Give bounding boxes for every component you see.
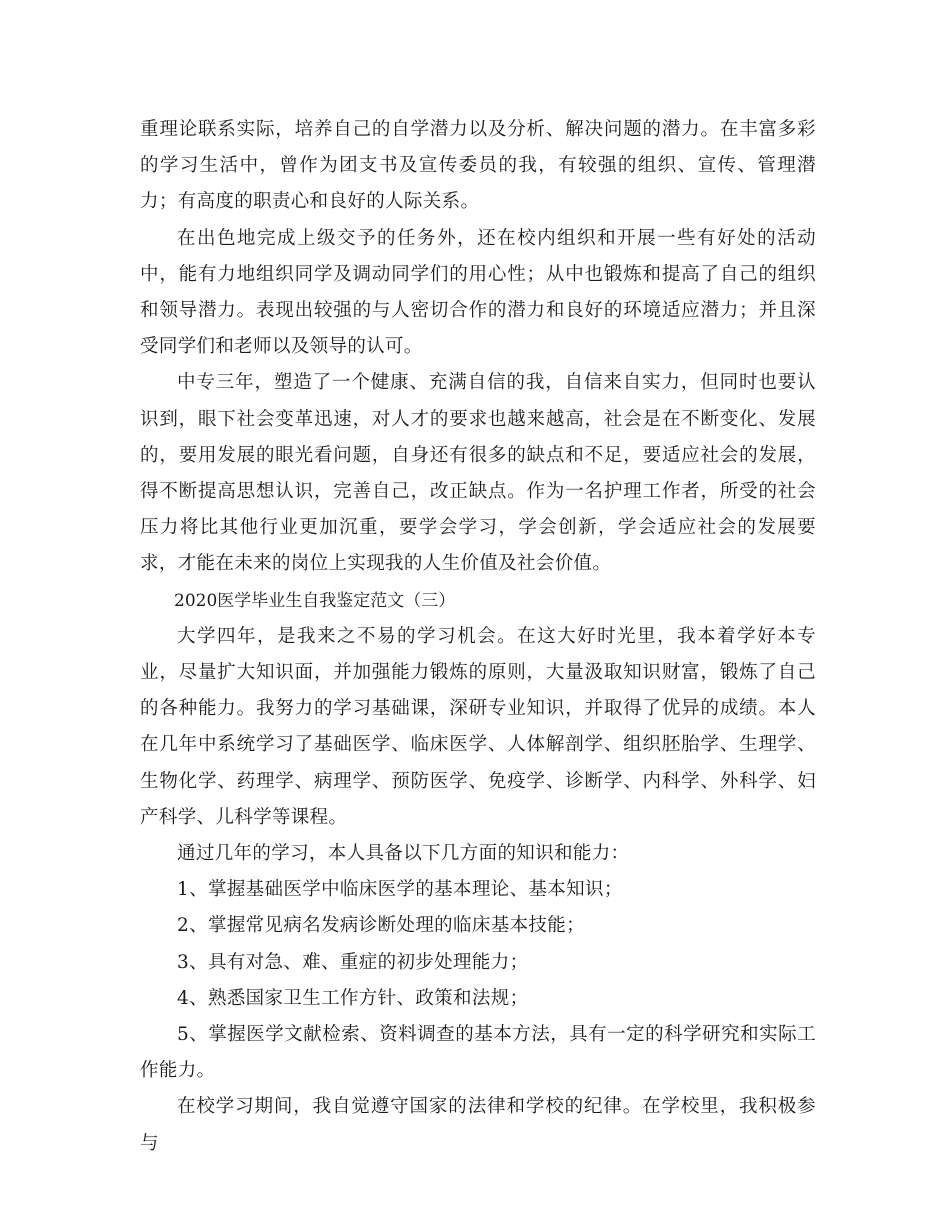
list-item: 3、具有对急、难、重症的初步处理能力； xyxy=(177,951,529,973)
paragraph-closing: 在校学习期间，我自觉遵守国家的法律和学校的纪律。在学校里，我积极参与 xyxy=(140,1096,816,1154)
paragraph-activities: 在出色地完成上级交予的任务外，还在校内组织和开展一些有好处的活动中，能有力地组织同学及调动同学们的用心性；从中也锻炼和提高了自己的组织和领导潜力。表现出较强的与人密切合作的潜力和良好的环境适应潜力；并且深受同学们和老师以及领导的认可。 xyxy=(140,227,816,358)
section-heading: 2020医学毕业生自我鉴定范文（三） xyxy=(174,590,456,611)
document-body xyxy=(140,112,816,1162)
paragraph-continuation: 重理论联系实际，培养自己的自学潜力以及分析、解决问题的潜力。在丰富多彩的学习生活中，曾作为团支书及宣传委员的我，有较强的组织、宣传、管理潜力；有高度的职责心和良好的人际关系。 xyxy=(140,119,816,213)
list-item: 1、掌握基础医学中临床医学的基本理论、基本知识； xyxy=(177,879,623,901)
list-item: 2、掌握常见病名发病诊断处理的临床基本技能； xyxy=(177,915,585,937)
paragraph-three-years: 中专三年，塑造了一个健康、充满自信的我，自信来自实力，但同时也要认识到，眼下社会变革迅速，对人才的要求也越来越高，社会是在不断变化、发展的，要用发展的眼光看问题，自身还有很多的缺点和不足，要适应社会的发展，得不断提高思想认识，完善自己，改正缺点。作为一名护理工作者，所受的社会压力将比其他行业更加沉重，要学会学习，学会创新，学会适应社会的发展要求，才能在未来的岗位上实现我的人生价值及社会价值。 xyxy=(140,372,816,575)
list-item: 4、熟悉国家卫生工作方针、政策和法规； xyxy=(177,987,529,1009)
paragraph-university: 大学四年，是我来之不易的学习机会。在这大好时光里，我本着学好本专业，尽量扩大知识面，并加强能力锻炼的原则，大量汲取知识财富，锻炼了自己的各种能力。我努力的学习基础课，深研专业知识，并取得了优异的成绩。本人在几年中系统学习了基础医学、临床医学、人体解剖学、组织胚胎学、生理学、生物化学、药理学、病理学、预防医学、免疫学、诊断学、内科学、外科学、妇产科学、儿科学等课程。 xyxy=(140,625,816,828)
paragraph-abilities-intro: 通过几年的学习，本人具备以下几方面的知识和能力： xyxy=(177,843,630,865)
list-item: 5、掌握医学文献检索、资料调查的基本方法，具有一定的科学研究和实际工作能力。 xyxy=(140,1024,816,1082)
